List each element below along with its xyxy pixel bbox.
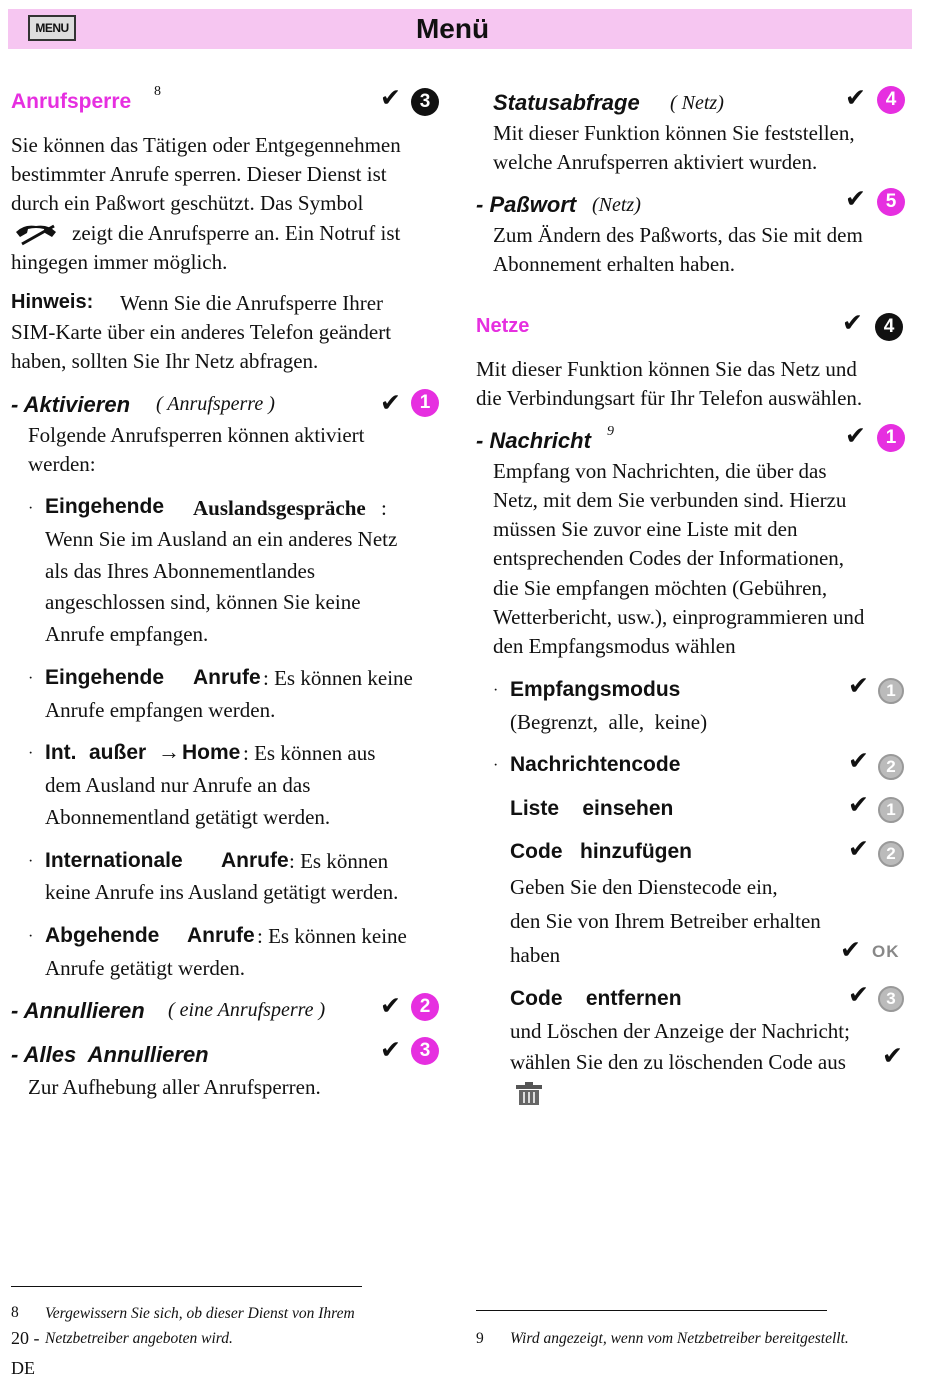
list-item-text: : Es können keine <box>257 924 407 948</box>
footnote-text: Vergewissern Sie sich, ob dieser Dienst von Ihrem <box>45 1305 355 1322</box>
heading-statusabfrage: Statusabfrage <box>493 90 640 115</box>
list-item-label: Internationale <box>45 849 183 872</box>
list-item-text: angeschlossen sind, können Sie keine <box>45 590 361 614</box>
nachricht-text: Empfang von Nachrichten, die über das <box>493 459 827 483</box>
code-remove-text: wählen Sie den zu löschenden Code aus <box>510 1050 846 1074</box>
aktivieren-text: Folgende Anrufsperren können aktiviert <box>28 423 365 447</box>
passwort-text: Zum Ändern des Paßworts, das Sie mit dem <box>493 223 863 247</box>
check-icon: ✔ <box>845 421 866 450</box>
key-1-icon: 1 <box>877 424 905 452</box>
key-5-icon: 5 <box>877 188 905 216</box>
list-item-text: Anrufe empfangen. <box>45 622 209 646</box>
netze-text: die Verbindungsart für Ihr Telefon auswählen. <box>476 386 863 410</box>
list-item-label: Eingehende <box>45 666 165 689</box>
list-item-text: dem Ausland nur Anrufe an das <box>45 773 311 797</box>
aktivieren-text: werden: <box>28 452 96 476</box>
heading-aktivieren: - Aktivieren <box>11 392 131 417</box>
key-3-icon: 3 <box>878 986 904 1012</box>
key-1-icon: 1 <box>878 678 904 704</box>
list-item-text: keine Anrufe ins Ausland getätigt werden. <box>45 880 399 904</box>
footnote-text: Wird angezeigt, wenn vom Netzbetreiber bereitgestellt. <box>510 1330 849 1347</box>
list-item-label: Code entfernen <box>510 987 682 1010</box>
code-add-text: haben <box>510 943 561 967</box>
check-icon: ✔ <box>380 388 401 417</box>
status-text: welche Anrufsperren aktiviert wurden. <box>493 150 818 174</box>
intro-text: durch ein Paßwort geschützt. Das Symbol <box>11 191 364 215</box>
section-title-anrufsperre: Anrufsperre <box>11 90 132 113</box>
bullet: · <box>28 745 34 762</box>
note-text: Wenn Sie die Anrufsperre Ihrer <box>120 291 384 315</box>
page-number: 20 - <box>11 1328 40 1348</box>
key-4-icon: 4 <box>875 313 903 341</box>
key-3-icon: 3 <box>411 1037 439 1065</box>
check-icon: ✔ <box>380 1035 401 1064</box>
key-4-icon: 4 <box>877 86 905 114</box>
list-item-label: Nachrichtencode <box>510 753 681 776</box>
intro-text: hingegen immer möglich. <box>11 250 228 274</box>
check-icon: ✔ <box>380 83 401 112</box>
list-item-label: Liste einsehen <box>510 797 674 820</box>
footnote-rule <box>11 1286 362 1287</box>
bullet: · <box>28 853 34 870</box>
list-item-text: : Es können aus <box>243 741 376 765</box>
check-icon: ✔ <box>882 1041 903 1070</box>
check-icon: ✔ <box>380 991 401 1020</box>
list-item-text: : Es können <box>289 849 389 873</box>
intro-text: Sie können das Tätigen oder Entgegennehmen <box>11 133 401 157</box>
list-item-text: als das Ihres Abonnementlandes <box>45 559 316 583</box>
list-item-text: Abonnementland getätigt werden. <box>45 805 331 829</box>
key-2-icon: 2 <box>878 754 904 780</box>
check-icon: ✔ <box>845 184 866 213</box>
nachricht-text: Wetterbericht, usw.), einprogrammieren und <box>493 605 865 629</box>
bullet: · <box>28 500 34 517</box>
list-item-label: außer <box>89 741 147 764</box>
list-item-label: Anrufe <box>193 666 261 689</box>
key-1-icon: 1 <box>878 797 904 823</box>
netze-text: Mit dieser Funktion können Sie das Netz und <box>476 357 857 381</box>
list-item-label: Auslandsgespräche <box>193 496 366 520</box>
footnote-ref-9: 9 <box>607 424 614 439</box>
intro-text: bestimmter Anrufe sperren. Dieser Dienst ist <box>11 162 387 186</box>
page-language: DE <box>11 1358 35 1378</box>
list-item-label: Abgehende <box>45 924 160 947</box>
alles-text: Zur Aufhebung aller Anrufsperren. <box>28 1075 321 1099</box>
heading-nachricht: - Nachricht <box>476 428 591 453</box>
note-text: haben, sollten Sie Ihr Netz abfragen. <box>11 349 319 373</box>
check-icon: ✔ <box>848 671 869 700</box>
heading-alles-annullieren: - Alles Annullieren <box>11 1042 209 1067</box>
ok-key-icon: OK <box>872 942 900 961</box>
list-item-text: Wenn Sie im Ausland an ein anderes Netz <box>45 527 398 551</box>
menu-key-icon: MENU <box>28 15 76 41</box>
arrow-right-icon: → <box>158 739 180 764</box>
heading-annullieren-note: ( eine Anrufsperre ) <box>168 999 326 1021</box>
intro-text: zeigt die Anrufsperre an. Ein Notruf ist <box>72 221 401 245</box>
list-item-text: : Es können keine <box>263 666 413 690</box>
heading-passwort: - Paßwort <box>476 192 577 217</box>
key-3-icon: 3 <box>411 88 439 116</box>
note-text: SIM-Karte über ein anderes Telefon geändert <box>11 320 392 344</box>
page-title: Menü <box>415 13 490 44</box>
key-2-icon: 2 <box>878 841 904 867</box>
passwort-text: Abonnement erhalten haben. <box>493 252 735 276</box>
trash-icon <box>514 1082 544 1106</box>
key-2-icon: 2 <box>411 993 439 1021</box>
phone-barred-icon <box>14 222 58 246</box>
key-1-icon: 1 <box>411 389 439 417</box>
list-item-text: Anrufe empfangen werden. <box>45 698 276 722</box>
nachricht-text: müssen Sie zuvor eine Liste mit den <box>493 517 798 541</box>
list-item-label: Int. <box>45 741 77 764</box>
bullet: · <box>28 670 34 687</box>
check-icon: ✔ <box>840 935 861 964</box>
footnote-text: Netzbetreiber angeboten wird. <box>45 1330 233 1347</box>
footnote-ref-8: 8 <box>154 84 161 99</box>
nachricht-text: Netz, mit dem Sie verbunden sind. Hierzu <box>493 488 847 512</box>
footnote-rule <box>476 1310 827 1311</box>
list-item-label: Anrufe <box>221 849 289 872</box>
nachricht-text: den Empfangsmodus wählen <box>493 634 736 658</box>
check-icon: ✔ <box>848 746 869 775</box>
list-item-label: Anrufe <box>187 924 255 947</box>
list-item-text: : <box>381 496 387 520</box>
bullet: · <box>28 928 34 945</box>
nachricht-text: entsprechenden Codes der Informationen, <box>493 546 845 570</box>
code-add-text: Geben Sie den Dienstecode ein, <box>510 875 778 899</box>
empfangsmodus-options: (Begrenzt, alle, keine) <box>510 710 708 734</box>
list-item-text: Anrufe getätigt werden. <box>45 956 246 980</box>
check-icon: ✔ <box>848 834 869 863</box>
check-icon: ✔ <box>848 980 869 1009</box>
heading-annullieren: - Annullieren <box>11 998 145 1023</box>
check-icon: ✔ <box>842 308 863 337</box>
list-item-label: Empfangsmodus <box>510 678 681 701</box>
list-item-label: Eingehende <box>45 495 165 518</box>
check-icon: ✔ <box>848 790 869 819</box>
section-title-netze: Netze <box>476 315 530 337</box>
bullet: · <box>493 757 499 774</box>
heading-passwort-note: (Netz) <box>592 194 641 216</box>
footnote-number: 9 <box>476 1330 484 1347</box>
footnote-number: 8 <box>11 1304 19 1321</box>
heading-statusabfrage-note: ( Netz) <box>670 92 724 114</box>
note-label: Hinweis: <box>11 291 94 313</box>
heading-aktivieren-note: ( Anrufsperre ) <box>156 393 275 415</box>
list-item-label: Home <box>182 741 241 764</box>
list-item-label: Code hinzufügen <box>510 840 692 863</box>
nachricht-text: die Sie empfangen möchten (Gebühren, <box>493 576 828 600</box>
code-remove-text: und Löschen der Anzeige der Nachricht; <box>510 1019 850 1043</box>
status-text: Mit dieser Funktion können Sie feststellen, <box>493 121 855 145</box>
bullet: · <box>493 682 499 699</box>
check-icon: ✔ <box>845 83 866 112</box>
code-add-text: den Sie von Ihrem Betreiber erhalten <box>510 909 821 933</box>
